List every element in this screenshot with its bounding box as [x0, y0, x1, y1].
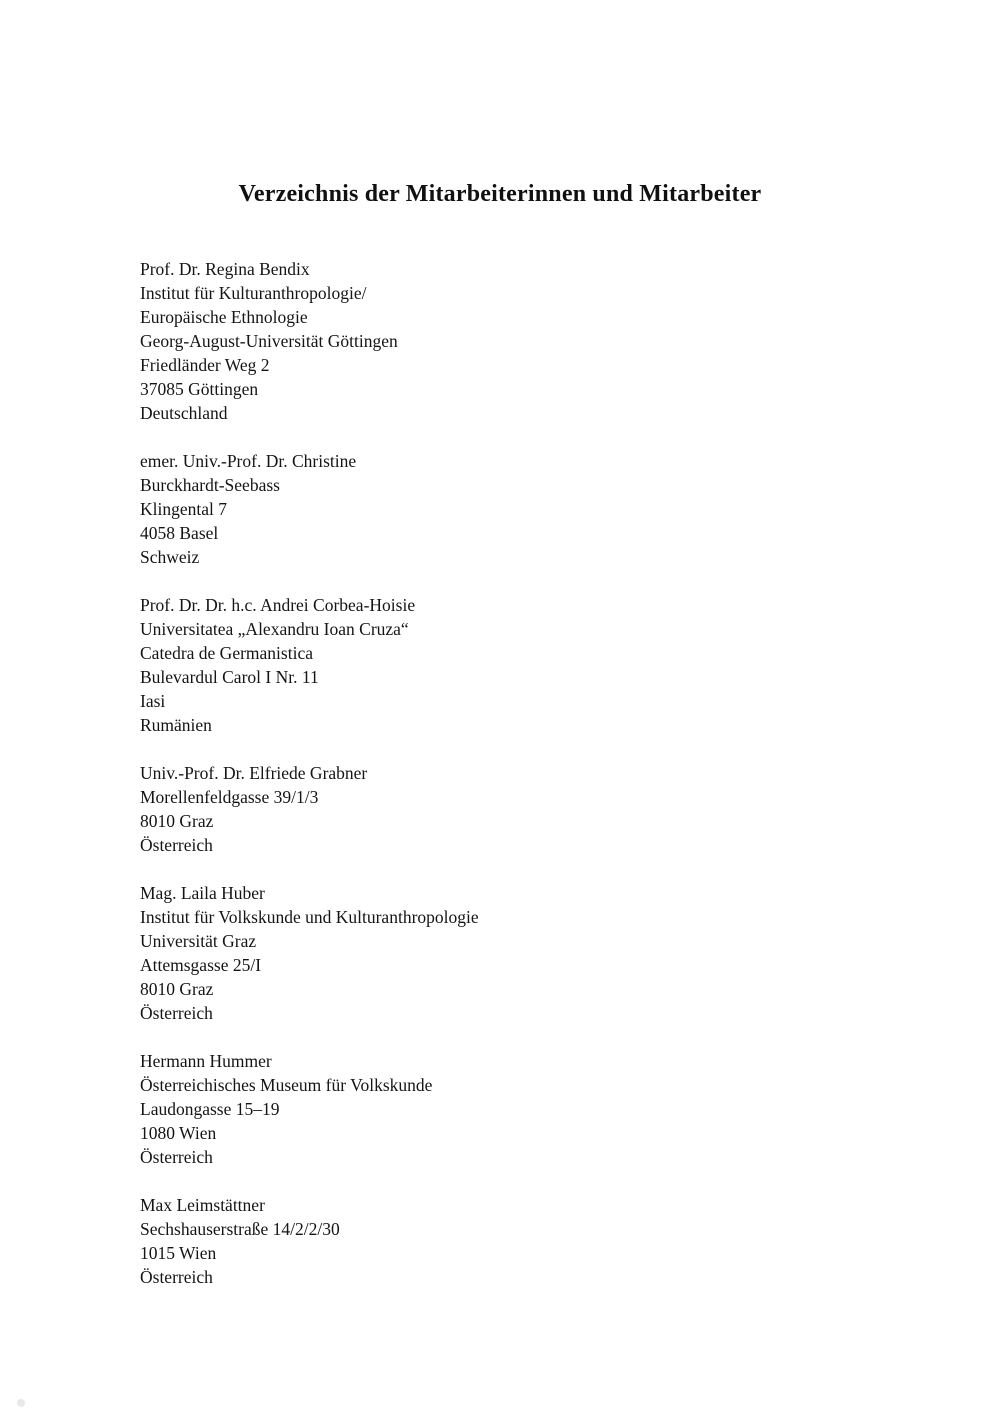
- contributor-line: Universitatea „Alexandru Ioan Cruza“: [140, 619, 409, 639]
- contributor-line: Catedra de Germanistica: [140, 643, 313, 663]
- contributor-entry: [140, 1049, 840, 1169]
- contributor-line: Rumänien: [140, 715, 212, 735]
- contributor-line: Univ.-Prof. Dr. Elfriede Grabner: [140, 763, 368, 783]
- contributor-line: Georg-August-Universität Göttingen: [140, 331, 398, 351]
- contributor-line: 8010 Graz: [140, 811, 214, 831]
- contributor-line: Iasi: [140, 691, 166, 711]
- contributor-entry: [140, 593, 840, 737]
- contributor-line: Max Leimstättner: [140, 1195, 265, 1215]
- contributor-line: 1080 Wien: [140, 1123, 217, 1143]
- contributor-line: Österreich: [140, 1267, 213, 1287]
- contributor-line: emer. Univ.-Prof. Dr. Christine: [140, 451, 357, 471]
- page-title: Verzeichnis der Mitarbeiterinnen und Mitarbeiter: [238, 181, 762, 207]
- contributor-line: Sechshauserstraße 14/2/2/30: [140, 1219, 340, 1239]
- contributor-line: Laudongasse 15–19: [140, 1099, 280, 1119]
- contributor-line: Österreich: [140, 1147, 213, 1167]
- contributor-line: Klingental 7: [140, 499, 227, 519]
- contributor-list: [140, 257, 840, 1313]
- contributor-line: Bulevardul Carol I Nr. 11: [140, 667, 319, 687]
- scan-artifact-dot: [17, 1399, 25, 1407]
- contributor-line: Schweiz: [140, 547, 200, 567]
- contributor-entry: [140, 761, 840, 857]
- contributor-line: Prof. Dr. Dr. h.c. Andrei Corbea-Hoisie: [140, 595, 416, 615]
- contributor-line: Prof. Dr. Regina Bendix: [140, 259, 310, 279]
- contributor-line: Deutschland: [140, 403, 228, 423]
- contributor-line: Attemsgasse 25/I: [140, 955, 262, 975]
- contributor-line: Universität Graz: [140, 931, 257, 951]
- contributor-line: Europäische Ethnologie: [140, 307, 308, 327]
- contributor-line: 4058 Basel: [140, 523, 219, 543]
- contributor-line: Friedländer Weg 2: [140, 355, 270, 375]
- contributor-line: Österreichisches Museum für Volkskunde: [140, 1075, 433, 1095]
- contributor-line: Institut für Kulturanthropologie/: [140, 283, 367, 303]
- contributor-line: Institut für Volkskunde und Kulturanthropologie: [140, 907, 479, 927]
- contributor-line: 1015 Wien: [140, 1243, 217, 1263]
- contributor-entry: [140, 257, 840, 425]
- contributor-line: Österreich: [140, 1003, 213, 1023]
- contributor-entry: [140, 449, 840, 569]
- contributor-line: Hermann Hummer: [140, 1051, 272, 1071]
- contributor-line: 8010 Graz: [140, 979, 214, 999]
- contributor-line: Burckhardt-Seebass: [140, 475, 280, 495]
- contributor-entry: [140, 881, 840, 1025]
- contributor-line: Morellenfeldgasse 39/1/3: [140, 787, 319, 807]
- contributor-line: Mag. Laila Huber: [140, 883, 265, 903]
- contributor-line: 37085 Göttingen: [140, 379, 259, 399]
- contributor-line: Österreich: [140, 835, 213, 855]
- contributor-entry: [140, 1193, 840, 1289]
